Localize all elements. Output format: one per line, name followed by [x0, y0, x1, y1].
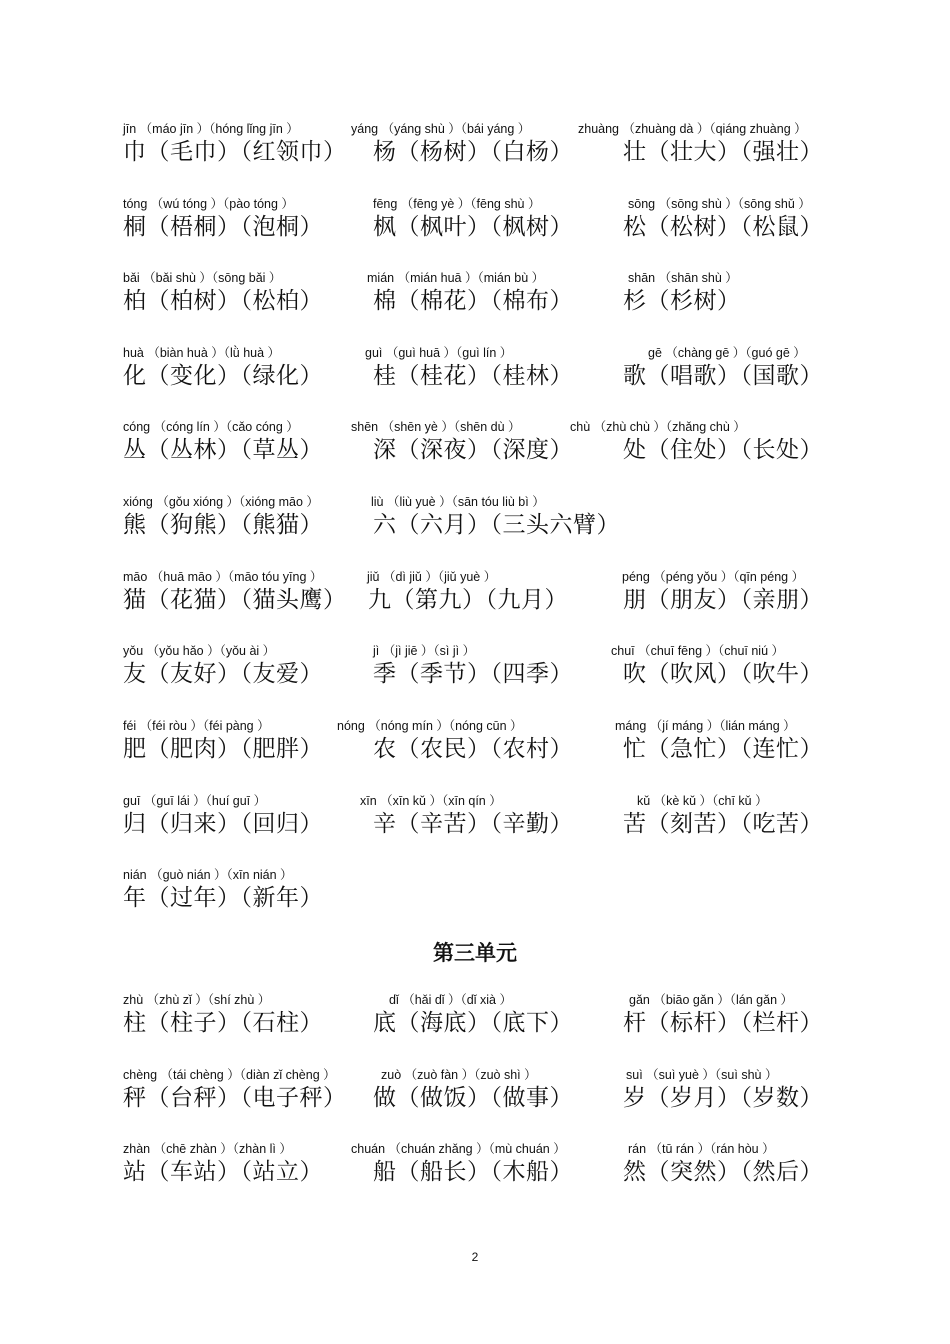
- vocab-row: [0, 494, 950, 554]
- pinyin-line: zuò （zuò fàn ）（zuò shì ）: [381, 1068, 537, 1082]
- pinyin-line: chuán （chuán zhǎng ）（mù chuán ）: [351, 1142, 566, 1156]
- hanzi-line: 吹（吹风）（吹牛）: [623, 661, 823, 687]
- pinyin-line: dǐ （hǎi dǐ ）（dǐ xià ）: [389, 993, 512, 1007]
- hanzi-line: 九（第九）（九月）: [368, 587, 568, 613]
- pinyin-line: gē （chàng gē ）（guó gē ）: [648, 346, 806, 360]
- hanzi-line: 桂（桂花）（桂林）: [373, 363, 573, 389]
- hanzi-line: 然（突然）（然后）: [623, 1159, 823, 1185]
- pinyin-line: sōng （sōng shù ）（sōng shǔ ）: [628, 197, 811, 211]
- hanzi-line: 壮（壮大）（强壮）: [623, 139, 823, 165]
- hanzi-line: 杨（杨树）（白杨）: [373, 139, 573, 165]
- pinyin-line: guī （guī lái ）（huí guī ）: [123, 794, 267, 808]
- hanzi-line: 巾（毛巾）（红领巾）: [123, 139, 347, 165]
- hanzi-line: 站（车站）（站立）: [123, 1159, 323, 1185]
- pinyin-line: shān （shān shù ）: [628, 271, 738, 285]
- hanzi-line: 杉（杉树）: [623, 288, 741, 314]
- pinyin-line: féi （féi ròu ）（féi pàng ）: [123, 719, 270, 733]
- hanzi-line: 肥（肥肉）（肥胖）: [123, 736, 323, 762]
- vocab-row: [0, 270, 950, 330]
- hanzi-line: 苦（刻苦）（吃苦）: [623, 811, 823, 837]
- pinyin-line: shēn （shēn yè ）（shēn dù ）: [351, 420, 521, 434]
- pinyin-line: xīn （xīn kǔ ）（xīn qín ）: [360, 794, 502, 808]
- hanzi-line: 辛（辛苦）（辛勤）: [373, 811, 573, 837]
- pinyin-line: nóng （nóng mín ）（nóng cūn ）: [337, 719, 523, 733]
- hanzi-line: 松（松树）（松鼠）: [623, 214, 823, 240]
- hanzi-line: 柏（柏树）（松柏）: [123, 288, 323, 314]
- pinyin-line: jì （jì jiē ）（sì jì ）: [373, 644, 476, 658]
- hanzi-line: 朋（朋友）（亲朋）: [623, 587, 823, 613]
- hanzi-line: 丛（丛林）（草丛）: [123, 437, 323, 463]
- hanzi-line: 柱（柱子）（石柱）: [123, 1010, 323, 1036]
- vocab-row: [0, 1141, 950, 1201]
- pinyin-line: zhàn （chē zhàn ）（zhàn lì ）: [123, 1142, 292, 1156]
- pinyin-line: huà （biàn huà ）（lǜ huà ）: [123, 346, 281, 360]
- pinyin-line: xióng （gǒu xióng ）（xióng māo ）: [123, 495, 319, 509]
- hanzi-line: 岁（岁月）（岁数）: [623, 1085, 823, 1111]
- hanzi-line: 忙（急忙）（连忙）: [623, 736, 823, 762]
- hanzi-line: 友（友好）（友爱）: [123, 661, 323, 687]
- pinyin-line: yǒu （yǒu hǎo ）（yǒu ài ）: [123, 644, 276, 658]
- pinyin-line: zhù （zhù zǐ ）（shí zhù ）: [123, 993, 271, 1007]
- pinyin-line: yáng （yáng shù ）（bái yáng ）: [351, 122, 531, 136]
- hanzi-line: 化（变化）（绿化）: [123, 363, 323, 389]
- vocab-row: [0, 569, 950, 629]
- hanzi-line: 杆（标杆）（栏杆）: [623, 1010, 823, 1036]
- unit-title: 第三单元: [433, 941, 517, 965]
- vocab-row: [0, 196, 950, 256]
- hanzi-line: 猫（花猫）（猫头鹰）: [123, 587, 347, 613]
- hanzi-line: 秤（台秤）（电子秤）: [123, 1085, 347, 1111]
- pinyin-line: jīn （máo jīn ）（hóng lǐng jīn ）: [123, 122, 299, 136]
- pinyin-line: jiǔ （dì jiǔ ）（jiǔ yuè ）: [367, 570, 497, 584]
- vocab-row: [0, 345, 950, 405]
- vocab-row: [0, 419, 950, 479]
- hanzi-line: 做（做饭）（做事）: [373, 1085, 573, 1111]
- pinyin-line: kǔ （kè kǔ ）（chī kǔ ）: [637, 794, 768, 808]
- pinyin-line: liù （liù yuè ）（sān tóu liù bì ）: [371, 495, 545, 509]
- pinyin-line: bǎi （bǎi shù ）（sōng bǎi ）: [123, 271, 282, 285]
- vocab-row: [0, 793, 950, 853]
- pinyin-line: zhuàng （zhuàng dà ）（qiáng zhuàng ）: [578, 122, 807, 136]
- pinyin-line: guì （guì huā ）（guì lín ）: [365, 346, 513, 360]
- hanzi-line: 歌（唱歌）（国歌）: [623, 363, 823, 389]
- pinyin-line: chuī （chuī fēng ）（chuī niú ）: [611, 644, 785, 658]
- hanzi-line: 桐（梧桐）（泡桐）: [123, 214, 323, 240]
- hanzi-line: 年（过年）（新年）: [123, 885, 323, 911]
- pinyin-line: māo （huā māo ）（māo tóu yīng ）: [123, 570, 323, 584]
- vocab-row: [0, 1067, 950, 1127]
- vocab-row: [0, 992, 950, 1052]
- hanzi-line: 农（农民）（农村）: [373, 736, 573, 762]
- pinyin-line: fēng （fēng yè ）（fēng shù ）: [373, 197, 541, 211]
- hanzi-line: 船（船长）（木船）: [373, 1159, 573, 1185]
- hanzi-line: 深（深夜）（深度）: [373, 437, 573, 463]
- pinyin-line: máng （jí máng ）（lián máng ）: [615, 719, 796, 733]
- hanzi-line: 棉（棉花）（棉布）: [373, 288, 573, 314]
- hanzi-line: 六（六月）（三头六臂）: [373, 512, 620, 538]
- hanzi-line: 底（海底）（底下）: [373, 1010, 573, 1036]
- hanzi-line: 熊（狗熊）（熊猫）: [123, 512, 323, 538]
- pinyin-line: tóng （wú tóng ）（pào tóng ）: [123, 197, 294, 211]
- pinyin-line: rán （tū rán ）（rán hòu ）: [628, 1142, 775, 1156]
- hanzi-line: 处（住处）（长处）: [623, 437, 823, 463]
- pinyin-line: mián （mián huā ）（mián bù ）: [367, 271, 545, 285]
- pinyin-line: cóng （cóng lín ）（cǎo cóng ）: [123, 420, 299, 434]
- vocab-row: [0, 718, 950, 778]
- page-number: 2: [471, 1250, 479, 1264]
- pinyin-line: suì （suì yuè ）（suì shù ）: [626, 1068, 778, 1082]
- hanzi-line: 季（季节）（四季）: [373, 661, 573, 687]
- pinyin-line: chù （zhù chù ）（zhǎng chù ）: [570, 420, 746, 434]
- vocab-row: [0, 643, 950, 703]
- hanzi-line: 枫（枫叶）（枫树）: [373, 214, 573, 240]
- vocab-row: [0, 867, 950, 927]
- pinyin-line: chèng （tái chèng ）（diàn zǐ chèng ）: [123, 1068, 336, 1082]
- pinyin-line: gǎn （biāo gǎn ）（lán gǎn ）: [629, 993, 793, 1007]
- pinyin-line: nián （guò nián ）（xīn nián ）: [123, 868, 293, 882]
- hanzi-line: 归（归来）（回归）: [123, 811, 323, 837]
- pinyin-line: péng （péng yǒu ）（qīn péng ）: [622, 570, 805, 584]
- vocab-row: [0, 121, 950, 181]
